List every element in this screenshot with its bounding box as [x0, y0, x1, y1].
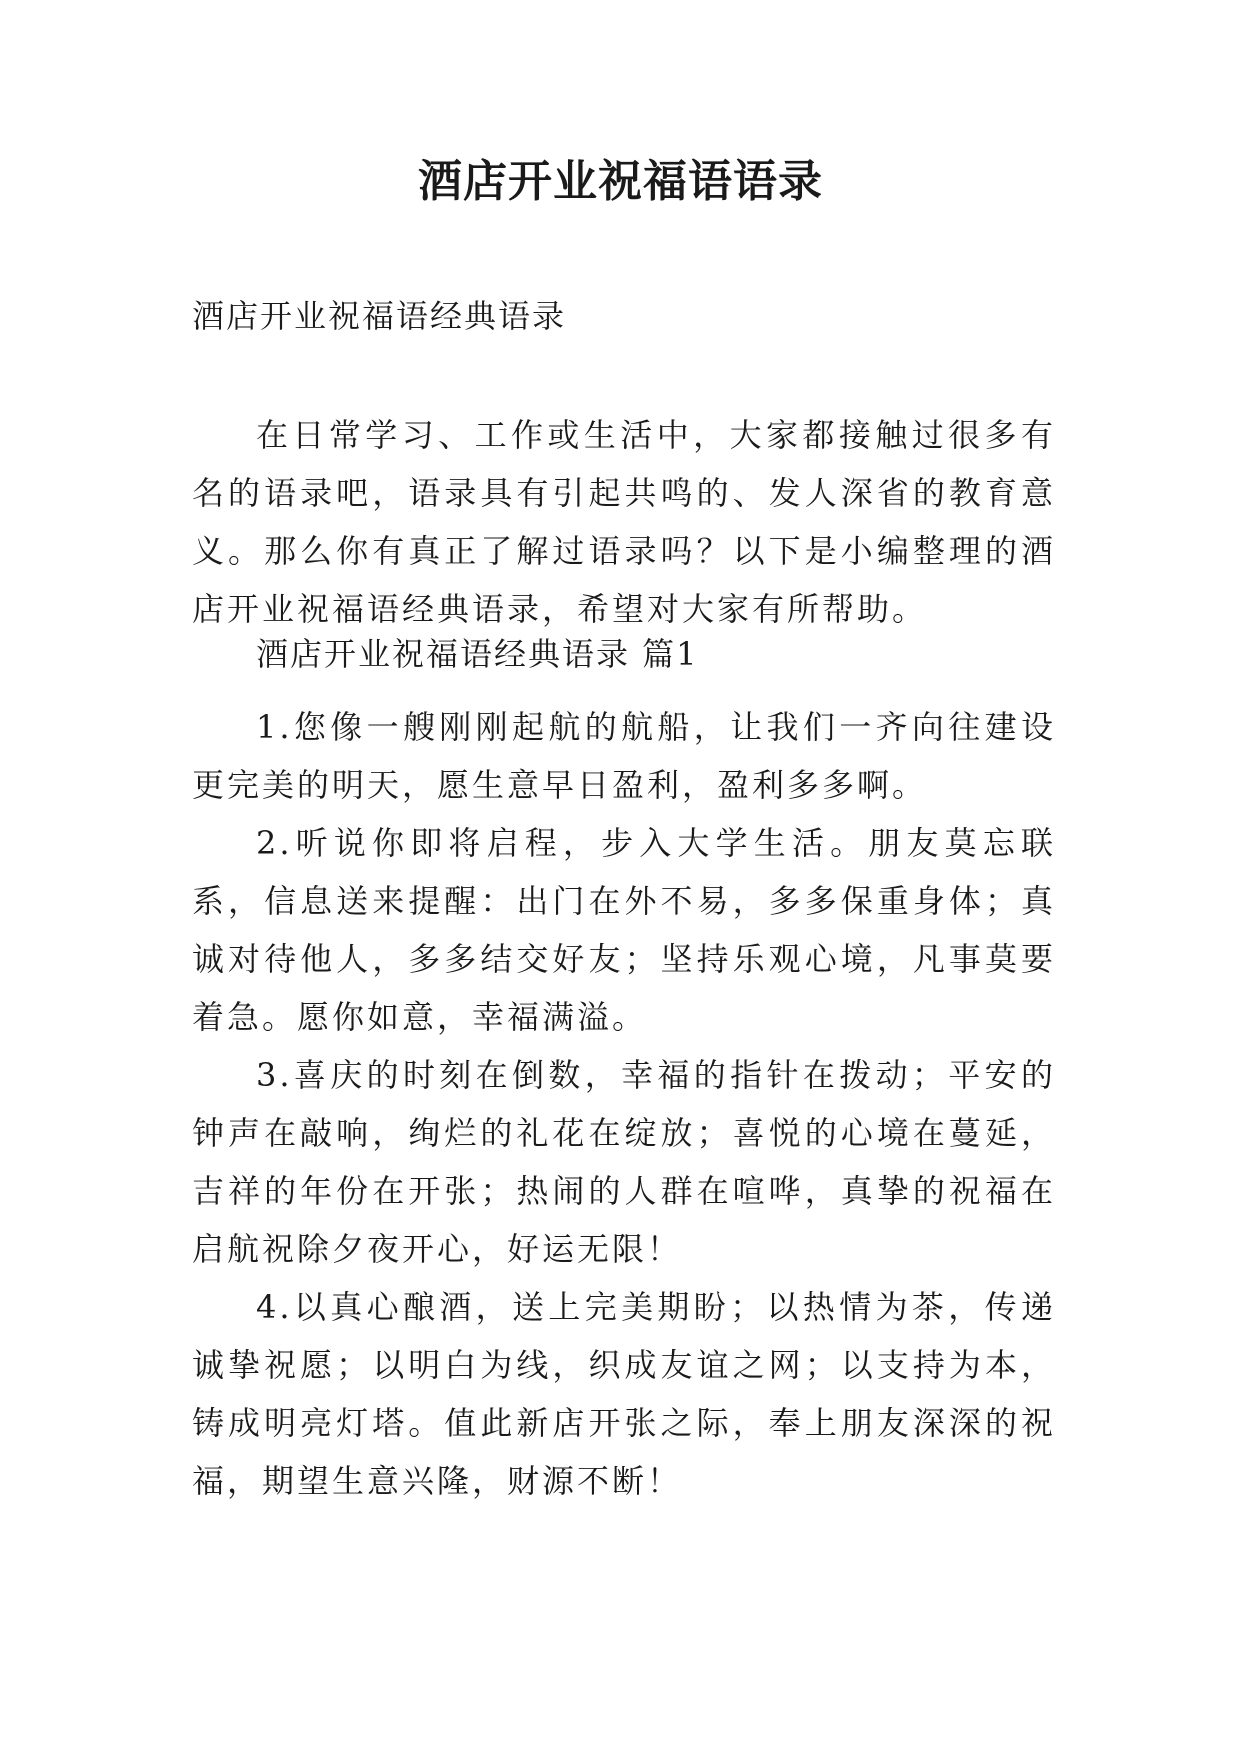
document-title: 酒店开业祝福语语录: [418, 156, 823, 207]
document-subtitle: 酒店开业祝福语经典语录: [192, 297, 567, 335]
section-heading: 酒店开业祝福语经典语录 篇1: [256, 635, 699, 673]
list-item: 3.喜庆的时刻在倒数，幸福的指针在拨动；平安的钟声在敲响，绚烂的礼花在绽放；喜悦的心境在蔓延，吉祥的年份在开张；热闹的人群在喧哗，真挚的祝福在启航祝除夕夜开心，好运无限！: [192, 1056, 1056, 1268]
list-item: 2.听说你即将启程，步入大学生活。朋友莫忘联系，信息送来提醒：出门在外不易，多多保重身体；真诚对待他人，多多结交好友；坚持乐观心境，凡事莫要着急。愿你如意，幸福满溢。: [192, 824, 1056, 1036]
list-item: 1.您像一艘刚刚起航的航船，让我们一齐向往建设更完美的明天，愿生意早日盈利，盈利多多啊。: [192, 708, 1056, 804]
intro-paragraph: 在日常学习、工作或生活中，大家都接触过很多有名的语录吧，语录具有引起共鸣的、发人深省的教育意义。那么你有真正了解过语录吗？以下是小编整理的酒店开业祝福语经典语录，希望对大家有所帮助。: [192, 416, 1056, 628]
list-item: 4.以真心酿酒，送上完美期盼；以热情为茶，传递诚挚祝愿；以明白为线，织成友谊之网；以支持为本，铸成明亮灯塔。值此新店开张之际，奉上朋友深深的祝福，期望生意兴隆，财源不断！: [192, 1288, 1056, 1500]
